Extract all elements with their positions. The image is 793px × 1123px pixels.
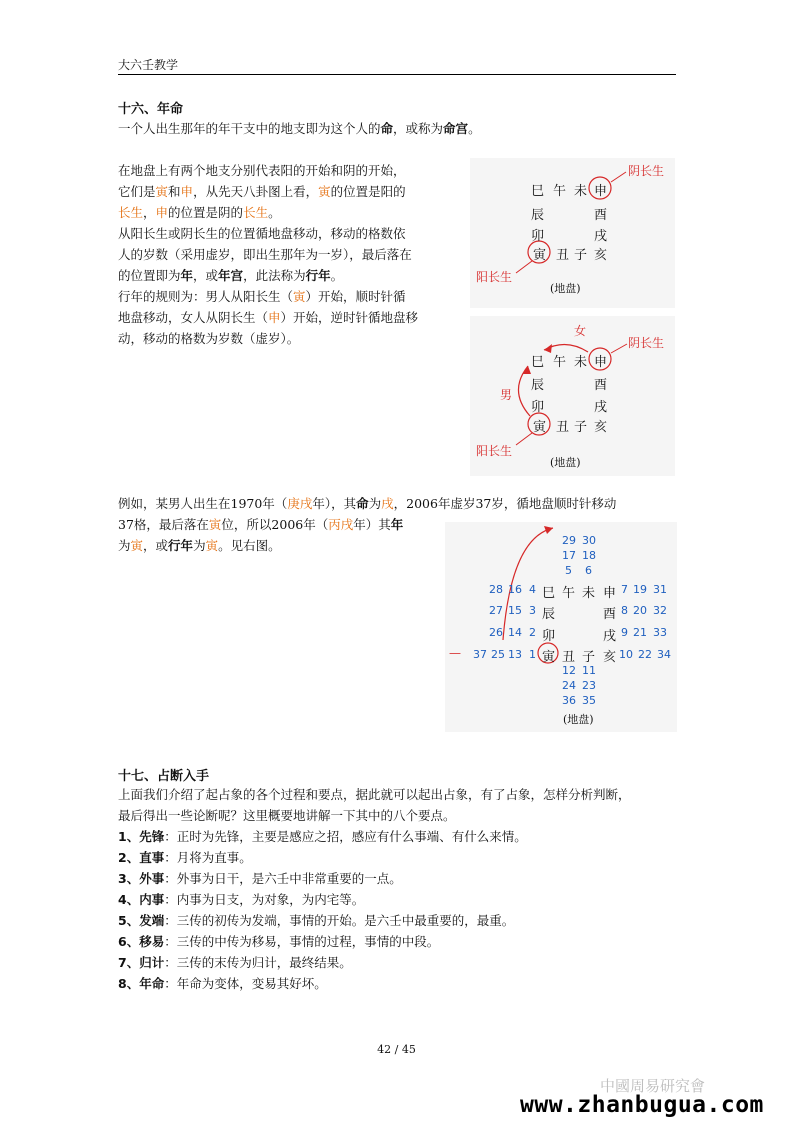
num: 28 xyxy=(489,583,503,596)
female-label: 女 xyxy=(574,324,587,338)
num: 3 xyxy=(529,604,536,617)
page-number: 42 / 45 xyxy=(377,1043,416,1056)
num: 15 xyxy=(508,604,522,617)
yang-longevity-label: 阳长生 xyxy=(476,444,513,458)
branch-shen: 申 xyxy=(594,355,608,370)
section-17-title: 十七、占断入手 xyxy=(118,769,210,784)
section-16-intro: 一个人出生那年的年干支中的地支即为这个人的命，或称为命宫。 xyxy=(118,121,481,136)
num: 24 xyxy=(562,679,576,692)
count-arrowhead xyxy=(544,526,553,534)
branch-zi: 子 xyxy=(574,248,588,263)
branch-yin: 寅 xyxy=(533,248,547,263)
num: 16 xyxy=(508,583,522,596)
list-item: 1、先锋：正时为先锋，主要是感应之招，感应有什么事端、有什么来情。 xyxy=(118,829,527,844)
num: 25 xyxy=(491,648,505,661)
branch-chen: 辰 xyxy=(531,208,545,223)
num: 31 xyxy=(653,583,667,596)
section-16-paragraph-1: 在地盘上有两个地支分别代表阳的开始和阴的开始， 它们是寅和申，从先天八卦图上看，寅的位置是阳的 长生，申的位置是阴的长生。 从阳长生或阴长生的位置循地盘移动，移动的格数依 人的岁数（采用虚岁，即出生那年为一岁），最后落在 的位置即为年，或年宫，此法称为行年。 行年的规则为：男人从阳长生（寅）开始，顺时针循 地盘移动，女人从阴长生（申）开始，逆时针循地盘移 动，移动的格数为岁数（虚岁）。 xyxy=(118,163,419,346)
branch-shen: 申 xyxy=(594,184,608,199)
figure-earth-plate-1 xyxy=(470,158,675,308)
list-item: 7、归计：三传的末传为归计，最终结果。 xyxy=(118,955,352,970)
site-watermark: www.zhanbugua.com xyxy=(520,1092,764,1118)
branch-chou: 丑 xyxy=(562,650,576,665)
branch-xu: 戌 xyxy=(603,629,617,644)
num: 36 xyxy=(562,694,576,707)
yang-pointer-line xyxy=(516,433,532,445)
list-item: 4、内事：内事为日支，为对象，为内宅等。 xyxy=(118,892,365,907)
branch-you: 酉 xyxy=(594,378,608,393)
num: 37 xyxy=(473,648,487,661)
branch-wu: 午 xyxy=(562,586,576,601)
branch-si: 巳 xyxy=(542,586,556,601)
yin-longevity-label: 阴长生 xyxy=(628,164,665,178)
num: 11 xyxy=(582,664,596,677)
num: 12 xyxy=(562,664,576,677)
branch-si: 巳 xyxy=(531,184,545,199)
num: 35 xyxy=(582,694,596,707)
num: 30 xyxy=(582,534,596,547)
num: 19 xyxy=(633,583,647,596)
branch-hai: 亥 xyxy=(594,248,608,263)
num: 32 xyxy=(653,604,667,617)
num: 8 xyxy=(621,604,628,617)
yang-longevity-label: 阳长生 xyxy=(476,270,513,284)
num: 1 xyxy=(529,648,536,661)
header-title: 大六壬教学 xyxy=(118,58,179,72)
num: 10 xyxy=(619,648,633,661)
yang-pointer-line xyxy=(516,261,532,273)
branch-xu: 戌 xyxy=(594,229,608,244)
num: 2 xyxy=(529,626,536,639)
num: 20 xyxy=(633,604,647,617)
branch-chou: 丑 xyxy=(556,248,570,263)
start-dash: — xyxy=(449,646,461,660)
branch-wei: 未 xyxy=(574,184,588,199)
branch-you: 酉 xyxy=(603,607,617,622)
branch-wu: 午 xyxy=(553,355,567,370)
num: 22 xyxy=(638,648,652,661)
figure-caption: (地盘) xyxy=(550,456,581,469)
key-points-list xyxy=(118,826,527,994)
branch-mao: 卯 xyxy=(531,400,545,415)
branch-zi: 子 xyxy=(582,650,596,665)
female-arrowhead xyxy=(544,344,552,353)
num: 6 xyxy=(585,564,592,577)
num: 27 xyxy=(489,604,503,617)
branch-si: 巳 xyxy=(531,355,545,370)
branch-yin: 寅 xyxy=(542,650,556,665)
branch-shen: 申 xyxy=(603,586,617,601)
list-item: 2、直事：月将为直事。 xyxy=(118,850,252,865)
num: 23 xyxy=(582,679,596,692)
figure-caption: (地盘) xyxy=(563,713,594,726)
header-divider xyxy=(118,74,676,75)
num: 4 xyxy=(529,583,536,596)
num: 18 xyxy=(582,549,596,562)
num: 17 xyxy=(562,549,576,562)
figure-earth-plate-2 xyxy=(470,316,675,476)
num: 29 xyxy=(562,534,576,547)
num: 14 xyxy=(508,626,522,639)
yin-longevity-label: 阴长生 xyxy=(628,336,665,350)
branch-mao: 卯 xyxy=(531,229,545,244)
branch-wei: 未 xyxy=(574,355,588,370)
num: 9 xyxy=(621,626,628,639)
branch-you: 酉 xyxy=(594,208,608,223)
list-item: 8、年命：年命为变体，变易其好坏。 xyxy=(118,976,327,991)
male-label: 男 xyxy=(500,388,513,402)
branch-mao: 卯 xyxy=(542,629,556,644)
num: 34 xyxy=(657,648,671,661)
section-16-title: 十六、年命 xyxy=(118,102,184,117)
list-item: 6、移易：三传的中传为移易，事情的过程，事情的中段。 xyxy=(118,934,440,949)
figure-earth-plate-count xyxy=(445,522,677,732)
branch-wu: 午 xyxy=(553,184,567,199)
branch-yin: 寅 xyxy=(533,420,547,435)
list-item: 3、外事：外事为日干，是六壬中非常重要的一点。 xyxy=(118,871,402,886)
section-16-example: 例如，某男人出生在1970年（庚戌年），其命为戌，2006年虚岁37岁，循地盘顺时针移动 37格，最后落在寅位，所以2006年（丙戌年）其年 为寅，或行年为寅。见右图。 xyxy=(118,496,617,553)
branch-chen: 辰 xyxy=(531,378,545,393)
figure-caption: (地盘) xyxy=(550,282,581,295)
branch-zi: 子 xyxy=(574,420,588,435)
faded-watermark: 中國周易研究會 xyxy=(600,1077,706,1095)
branch-chen: 辰 xyxy=(542,607,556,622)
num: 13 xyxy=(508,648,522,661)
branch-hai: 亥 xyxy=(594,420,608,435)
num: 26 xyxy=(489,626,503,639)
branch-wei: 未 xyxy=(582,586,596,601)
section-17-intro: 上面我们介绍了起占象的各个过程和要点，据此就可以起出占象，有了占象，怎样分析判断， 最后得出一些论断呢？这里概要地讲解一下其中的八个要点。 xyxy=(118,787,631,823)
branch-chou: 丑 xyxy=(556,420,570,435)
num: 7 xyxy=(621,583,628,596)
yin-pointer-line xyxy=(611,344,627,353)
num: 5 xyxy=(565,564,572,577)
num: 21 xyxy=(633,626,647,639)
branch-xu: 戌 xyxy=(594,400,608,415)
num: 33 xyxy=(653,626,667,639)
list-item: 5、发端：三传的初传为发端，事情的开始。是六壬中最重要的，最重。 xyxy=(118,913,515,928)
branch-hai: 亥 xyxy=(603,650,617,665)
yin-pointer-line xyxy=(611,172,626,182)
